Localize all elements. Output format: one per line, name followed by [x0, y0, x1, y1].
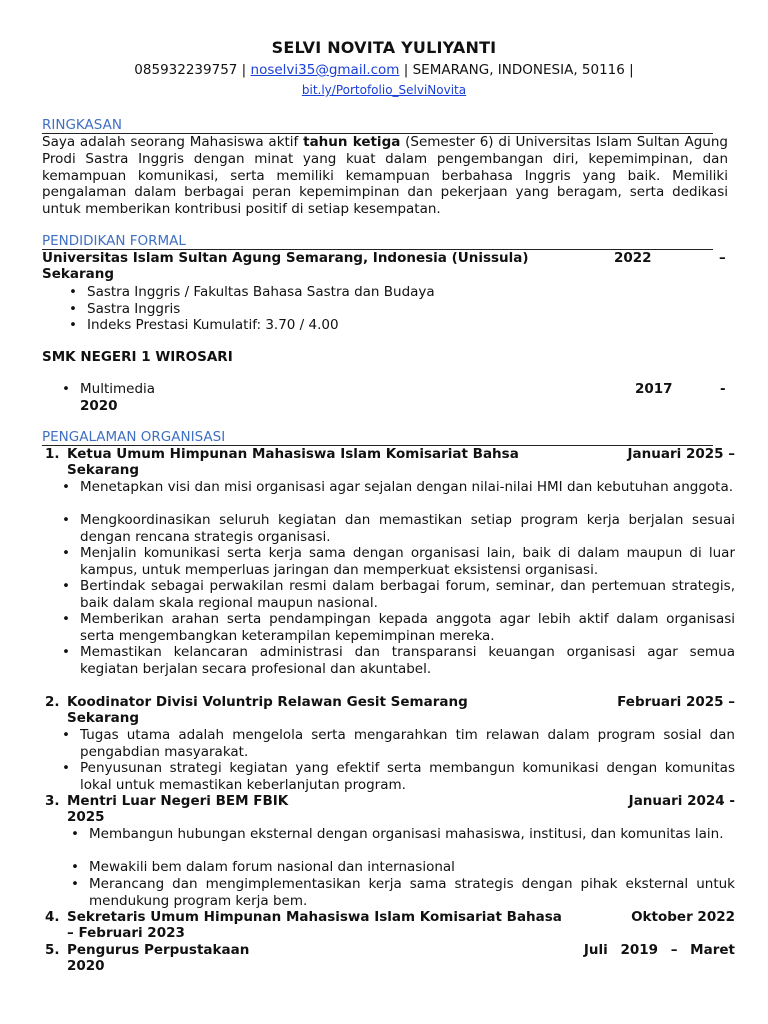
university-until: Sekarang: [42, 266, 115, 282]
org-date: Januari 2025 –: [627, 446, 735, 462]
list-item: • Mewakili bem dalam forum nasional dan internasional: [71, 859, 455, 875]
org-role: Pengurus Perpustakaan: [67, 942, 250, 958]
org-role: Mentri Luar Negeri BEM FBIK: [67, 793, 289, 809]
org-entry-5: 5. Pengurus Perpustakaan Juli 2019 – Maret: [45, 942, 735, 958]
list-item: • Membangun hubungan eksternal dengan organisasi mahasiswa, institusi, dan komunitas lain.: [71, 826, 724, 842]
org-entry-3: 3. Mentri Luar Negeri BEM FBIK Januari 2024 -: [45, 793, 735, 809]
list-item: • Indeks Prestasi Kumulatif: 3.70 / 4.00: [69, 317, 339, 333]
org-role: Koodinator Divisi Voluntrip Relawan Gesit Semarang: [67, 694, 468, 710]
contact-line: [0, 62, 768, 78]
org-until: Sekarang: [67, 710, 140, 726]
list-item: • Memberikan arahan serta pendampingan kepada anggota agar lebih aktif dalam organisasi serta mengembangkan keterampilan kepemimpinan mereka.: [62, 611, 735, 644]
org-role: Ketua Umum Himpunan Mahasiswa Islam Komisariat Bahsa: [67, 446, 519, 462]
portfolio-line: [0, 83, 768, 97]
org-date: Februari 2025 –: [617, 694, 735, 710]
university-row: [42, 250, 728, 267]
list-item: • Memastikan kelancaran administrasi dan transparansi keuangan organisasi agar semua kegiatan berjalan secara profesional dan akuntabel.: [62, 644, 735, 677]
location-text: | SEMARANG, INDONESIA, 50116 |: [403, 62, 634, 78]
smk-name: SMK NEGERI 1 WIROSARI: [42, 349, 233, 365]
summary-heading: RINGKASAN: [42, 118, 713, 134]
org-date: Oktober 2022: [631, 909, 735, 925]
org-date: Juli 2019 – Maret: [583, 942, 735, 958]
phone-number: 085932239757 |: [134, 62, 247, 78]
smk-until: 2020: [80, 398, 118, 414]
list-item: • Sastra Inggris / Fakultas Bahasa Sastra dan Budaya: [69, 284, 435, 300]
list-item: • Menetapkan visi dan misi organisasi agar sejalan dengan nilai-nilai HMI dan kebutuhan anggota.: [62, 479, 734, 495]
org-entry-4: 4. Sekretaris Umum Himpunan Mahasiswa Islam Komisariat Bahasa Oktober 2022: [45, 909, 735, 925]
list-item: • Bertindak sebagai perwakilan resmi dalam berbagai forum, seminar, dan pertemuan strategis, baik dalam skala regional maupun nasional.: [62, 578, 735, 611]
summary-paragraph: [42, 134, 728, 218]
list-item: • Mengkoordinasikan seluruh kegiatan dan memastikan setiap program kerja berjalan sesuai dengan rencana strategis organisasi.: [62, 512, 735, 545]
org-until: 2025: [67, 809, 105, 825]
education-heading: PENDIDIKAN FORMAL: [42, 234, 713, 250]
org-entry-2: 2. Koodinator Divisi Voluntrip Relawan Gesit Semarang Februari 2025 –: [45, 694, 735, 710]
list-item: • Merancang dan mengimplementasikan kerja sama strategis dengan pihak eksternal untuk mendukung program kerja bem.: [71, 876, 735, 909]
summary-text-start: Saya adalah seorang Mahasiswa aktif: [42, 134, 304, 150]
university-dash: –: [719, 250, 726, 266]
list-item: • Tugas utama adalah mengelola serta mengarahkan tim relawan dalam program sosial dan pengabdian masyarakat.: [62, 727, 735, 760]
smk-item: • Multimedia 2017 -: [62, 381, 726, 397]
university-name: Universitas Islam Sultan Agung Semarang, Indonesia (Unissula): [42, 250, 529, 266]
smk-year: 2017: [635, 381, 673, 397]
org-until: 2020: [67, 958, 105, 974]
org-until: – Februari 2023: [67, 925, 185, 941]
smk-dash: -: [720, 381, 726, 397]
university-year: 2022: [614, 250, 652, 266]
list-item: • Menjalin komunikasi serta kerja sama dengan organisasi lain, baik di dalam maupun di luar kampus, untuk memperluas jaringan dan memperkuat eksistensi organisasi.: [62, 545, 735, 578]
portfolio-link[interactable]: bit.ly/Portofolio_SelviNovita: [301, 83, 467, 97]
organization-heading: PENGALAMAN ORGANISASI: [42, 430, 713, 446]
org-date: Januari 2024 -: [628, 793, 735, 809]
org-entry-1: 1. Ketua Umum Himpunan Mahasiswa Islam Komisariat Bahsa Januari 2025 –: [45, 446, 735, 462]
org-until: Sekarang: [67, 462, 140, 478]
summary-text-end: (Semester 6) di Universitas Islam Sultan Agung Prodi Sastra Inggris dengan minat yang kuat dalam pengembangan diri, kepemimpinan, dan kemampuan komunikasi, serta memiliki kemampuan berbahasa Inggris yang baik. Memiliki pengalaman dalam berbagai peran kepemimpinan dan pekerjaan yang beragam, serta dedikasi untuk memberikan kontribusi positif di setiap kesempatan.: [42, 134, 728, 218]
list-item: • Sastra Inggris: [69, 300, 181, 317]
resume-name: SELVI NOVITA YULIYANTI: [271, 38, 497, 57]
list-item: • Penyusunan strategi kegiatan yang efektif serta membangun komunikasi dengan komunitas lokal untuk memastikan keberlanjutan program.: [62, 760, 735, 793]
org-role: Sekretaris Umum Himpunan Mahasiswa Islam Komisariat Bahasa: [67, 909, 562, 925]
summary-text-bold: tahun ketiga: [303, 134, 401, 150]
email-link[interactable]: noselvi35@gmail.com: [250, 62, 400, 78]
